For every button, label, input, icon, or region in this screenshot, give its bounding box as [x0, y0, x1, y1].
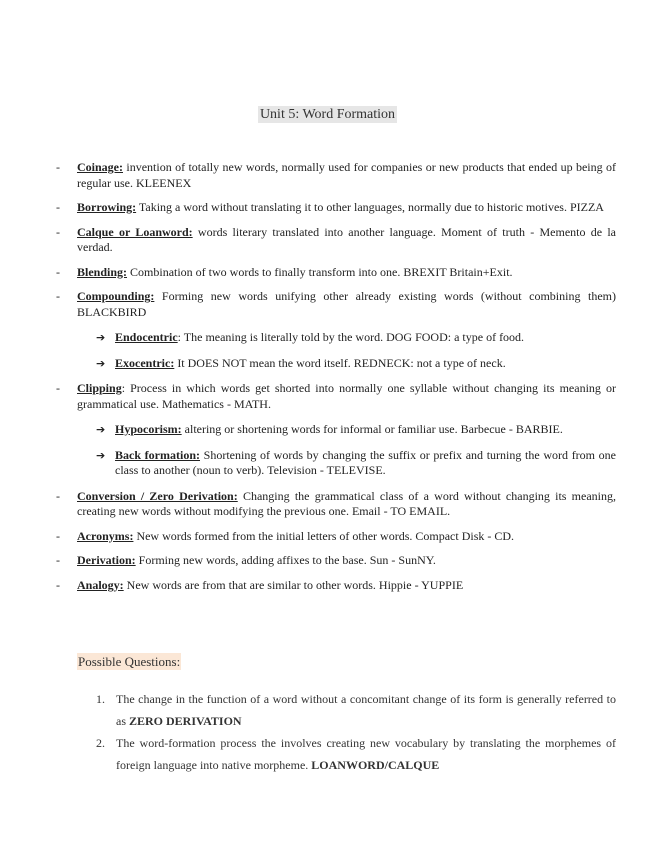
- sub-list: [77, 330, 616, 371]
- possible-questions-heading: Possible Questions:: [78, 654, 181, 669]
- definition-text: Combination of two words to finally transform into one. BREXIT Britain+Exit.: [127, 264, 513, 279]
- question-text: The change in the function of a word without a concomitant change of its form is generally referred to as: [116, 692, 616, 728]
- term-label: Analogy:: [77, 577, 124, 592]
- term-label: Exocentric:: [115, 355, 175, 370]
- question-number: 2.: [96, 736, 105, 750]
- definition-text: Taking a word without translating it to other languages, normally due to historic motives. PIZZA: [136, 200, 604, 214]
- list-item: [56, 265, 616, 281]
- term-label: Borrowing:: [77, 200, 137, 214]
- arrow-right-icon: ➔: [96, 423, 106, 436]
- definition-text: words literary translated into another language. Moment of truth - Memento de la verdad.: [77, 224, 616, 254]
- question-answer: LOANWORD/CALQUE: [311, 758, 440, 772]
- list-item: [56, 225, 616, 256]
- list-item: [56, 160, 616, 191]
- term-label: Endocentric: [115, 330, 178, 344]
- term-label: Conversion / Zero Derivation:: [77, 488, 238, 503]
- sub-list-item: [77, 356, 616, 372]
- question-number: 1.: [96, 692, 105, 706]
- page-title: Unit 5: Word Formation: [259, 107, 396, 122]
- list-item: [56, 578, 616, 594]
- definition-text: Forming new words, adding affixes to the base. Sun - SunNY.: [135, 553, 436, 567]
- definition-text: Forming new words unifying other already existing words (without combining them) BLACKBIRD: [77, 289, 616, 319]
- questions-list: [96, 688, 616, 776]
- term-label: Blending:: [77, 264, 128, 279]
- sub-list-item: [77, 330, 616, 346]
- definitions-list: [56, 160, 616, 602]
- list-item: [56, 200, 616, 216]
- term-label: Back formation:: [115, 447, 200, 462]
- list-item: [56, 553, 616, 569]
- sub-list-item: [77, 448, 616, 479]
- sub-list-item: [77, 422, 616, 438]
- definition-text: : The meaning is literally told by the word. DOG FOOD: a type of food.: [177, 330, 525, 344]
- arrow-right-icon: ➔: [96, 331, 106, 344]
- definition-text: Changing the grammatical class of a word without changing its meaning, creating new words without modifying the previous one. Email - TO EMAIL.: [77, 488, 616, 518]
- list-item: [56, 381, 616, 479]
- definition-text: invention of totally new words, normally used for companies or new products that ended up being of regular use. KLEENEX: [77, 160, 616, 190]
- sub-list: [77, 422, 616, 479]
- list-item: [56, 529, 616, 545]
- question-text: The word-formation process the involves creating new vocabulary by translating the morphemes of foreign language into native morpheme.: [116, 736, 616, 772]
- definition-text: It DOES NOT mean the word itself. REDNECK: not a type of neck.: [174, 355, 506, 370]
- term-label: Coinage:: [77, 160, 123, 174]
- list-item: [56, 489, 616, 520]
- term-label: Compounding:: [77, 289, 155, 303]
- term-label: Derivation:: [77, 553, 136, 567]
- term-label: Calque or Loanword:: [77, 224, 193, 239]
- definition-text: altering or shortening words for informal or familiar use. Barbecue - BARBIE.: [181, 422, 563, 436]
- arrow-right-icon: ➔: [96, 448, 106, 462]
- question-answer: ZERO DERIVATION: [129, 714, 242, 728]
- definition-text: New words formed from the initial letters of other words. Compact Disk - CD.: [133, 528, 515, 543]
- list-item: [56, 289, 616, 371]
- definition-text: : Process in which words get shorted into normally one syllable without changing its meaning or grammatical use. Mathematics - MATH.: [77, 381, 616, 411]
- term-label: Acronyms:: [77, 528, 134, 543]
- arrow-right-icon: ➔: [96, 356, 106, 370]
- definition-text: Shortening of words by changing the suffix or prefix and turning the word from one class to another (noun to verb). Television - TELEVISE.: [115, 447, 617, 477]
- term-label: Clipping: [77, 381, 122, 395]
- question-item: [96, 688, 616, 732]
- definition-text: New words are from that are similar to other words. Hippie - YUPPIE: [123, 577, 464, 592]
- term-label: Hypocorism:: [115, 422, 182, 436]
- question-item: [96, 732, 616, 776]
